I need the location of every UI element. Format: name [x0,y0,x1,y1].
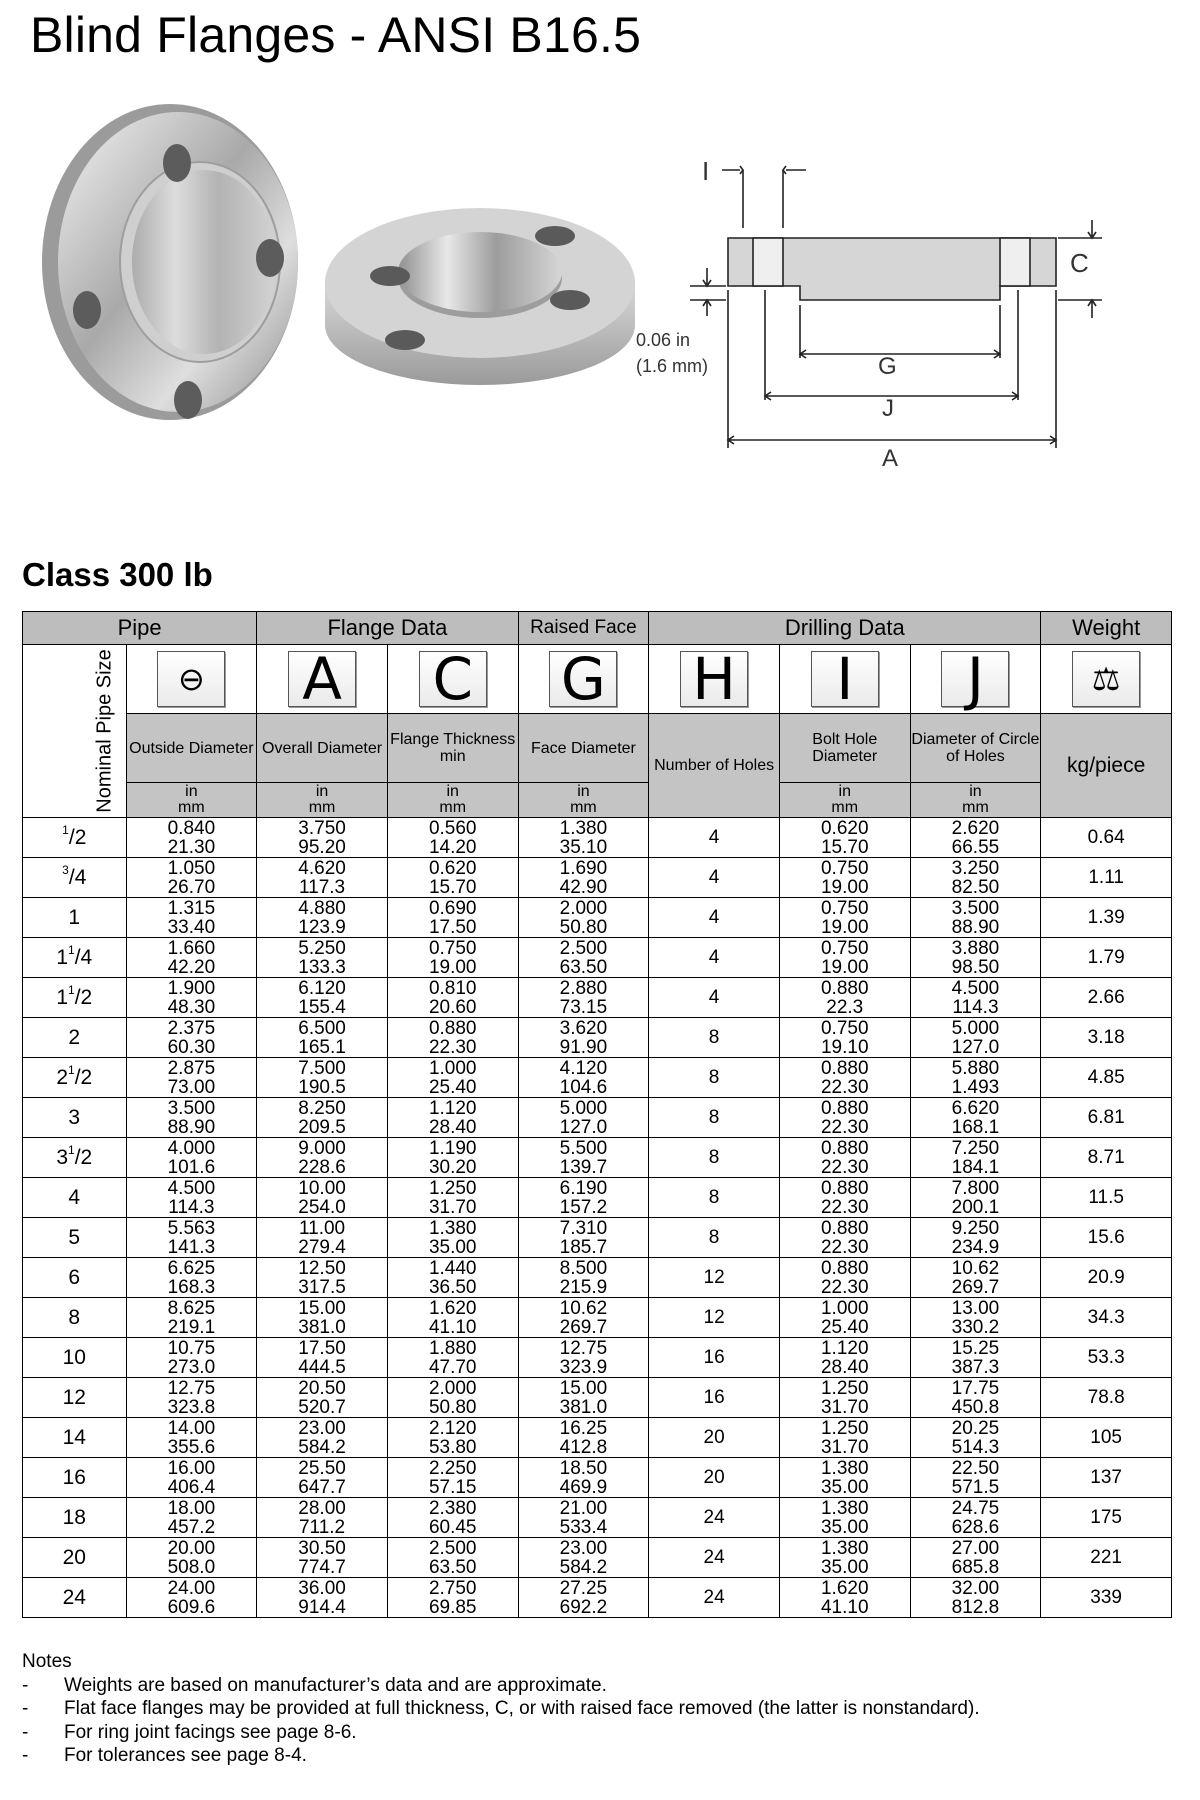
unit-j: in mm [910,783,1041,818]
od-cell: 16.00 406.4 [126,1458,257,1498]
class-title: Class 300 lb [22,556,213,593]
c-cell: 1.250 31.70 [387,1178,518,1218]
notes-list [22,1674,980,1768]
j-cell: 7.800 200.1 [910,1178,1041,1218]
od-cell: 2.875 73.00 [126,1058,257,1098]
table-row [23,1178,1172,1218]
a-cell: 30.50 774.7 [257,1538,388,1578]
j-cell: 5.000 127.0 [910,1018,1041,1058]
sub-face-diameter: Face Diameter [518,714,649,783]
j-cell: 6.620 168.1 [910,1098,1041,1138]
flange-section-diagram [690,166,1102,448]
g-cell: 5.000 127.0 [518,1098,649,1138]
weight-cell: 20.9 [1041,1258,1172,1298]
i-cell: 1.120 28.40 [779,1338,910,1378]
table-row [23,1218,1172,1258]
g-cell: 6.190 157.2 [518,1178,649,1218]
g-cell: 21.00 533.4 [518,1498,649,1538]
j-cell: 3.880 98.50 [910,938,1041,978]
j-cell: 10.62 269.7 [910,1258,1041,1298]
table-row [23,1378,1172,1418]
weight-cell: 34.3 [1041,1298,1172,1338]
a-cell: 9.000 228.6 [257,1138,388,1178]
group-flange-data: Flange Data [257,612,518,645]
nps-cell: 10 [23,1338,127,1378]
od-cell: 4.500 114.3 [126,1178,257,1218]
od-cell: 1.660 42.20 [126,938,257,978]
h-cell: 16 [649,1338,780,1378]
c-cell: 1.000 25.40 [387,1058,518,1098]
offset-label-in: 0.06 in [636,330,691,350]
g-cell: 10.62 269.7 [518,1298,649,1338]
i-cell: 0.880 22.3 [779,978,910,1018]
table-row [23,1498,1172,1538]
c-cell: 0.750 19.00 [387,938,518,978]
nps-cell: 3 [23,1098,127,1138]
a-cell: 3.750 95.20 [257,818,388,858]
unit-a: in mm [257,783,388,818]
a-cell: 5.250 133.3 [257,938,388,978]
c-cell: 2.120 53.80 [387,1418,518,1458]
c-cell: 1.620 41.10 [387,1298,518,1338]
unit-od: in mm [126,783,257,818]
i-cell: 1.250 31.70 [779,1378,910,1418]
od-cell: 1.315 33.40 [126,898,257,938]
i-cell: 1.620 41.10 [779,1578,910,1618]
j-cell: 32.00 812.8 [910,1578,1041,1618]
a-cell: 4.620 117.3 [257,858,388,898]
od-cell: 2.375 60.30 [126,1018,257,1058]
c-cell: 0.620 15.70 [387,858,518,898]
od-cell: 20.00 508.0 [126,1538,257,1578]
table-row [23,1298,1172,1338]
i-cell: 0.880 22.30 [779,1058,910,1098]
flange-figures [0,110,1200,472]
a-cell: 10.00 254.0 [257,1178,388,1218]
a-cell: 28.00 711.2 [257,1498,388,1538]
j-cell: 22.50 571.5 [910,1458,1041,1498]
table-row [23,1138,1172,1178]
table-row [23,1098,1172,1138]
i-cell: 1.380 35.00 [779,1498,910,1538]
od-cell: 18.00 457.2 [126,1498,257,1538]
j-cell: 5.880 1.493 [910,1058,1041,1098]
group-drilling-data: Drilling Data [649,612,1041,645]
a-cell: 23.00 584.2 [257,1418,388,1458]
nps-cell: 12 [23,1378,127,1418]
sub-flange-thickness: Flange Thickness min [387,714,518,783]
flange-table [22,611,1172,1618]
weight-cell: 0.64 [1041,818,1172,858]
weight-cell: 1.39 [1041,898,1172,938]
c-cell: 2.250 57.15 [387,1458,518,1498]
h-cell: 24 [649,1578,780,1618]
od-cell: 10.75 273.0 [126,1338,257,1378]
c-cell: 1.380 35.00 [387,1218,518,1258]
j-cell: 13.00 330.2 [910,1298,1041,1338]
g-cell: 8.500 215.9 [518,1258,649,1298]
od-cell: 6.625 168.3 [126,1258,257,1298]
od-cell: 0.840 21.30 [126,818,257,858]
table-row [23,898,1172,938]
nps-cell: 14 [23,1418,127,1458]
weight-cell: 3.18 [1041,1018,1172,1058]
weight-cell: 339 [1041,1578,1172,1618]
g-cell: 1.380 35.10 [518,818,649,858]
g-cell: 27.25 692.2 [518,1578,649,1618]
group-weight: Weight [1041,612,1172,645]
a-cell: 11.00 279.4 [257,1218,388,1258]
weight-cell: 221 [1041,1538,1172,1578]
j-cell: 15.25 387.3 [910,1338,1041,1378]
weight-cell: 1.79 [1041,938,1172,978]
i-cell: 1.250 31.70 [779,1418,910,1458]
i-cell: 0.750 19.10 [779,1018,910,1058]
g-cell: 12.75 323.9 [518,1338,649,1378]
i-cell: 0.880 22.30 [779,1098,910,1138]
i-cell: 1.000 25.40 [779,1298,910,1338]
unit-i: in mm [779,783,910,818]
nps-header: Nominal Pipe Size [23,645,127,818]
nps-cell: 16 [23,1458,127,1498]
weight-cell: 2.66 [1041,978,1172,1018]
c-cell: 2.380 60.45 [387,1498,518,1538]
nps-cell: $^1$/2 [23,818,127,858]
od-cell: 8.625 219.1 [126,1298,257,1338]
i-cell: 0.880 22.30 [779,1178,910,1218]
od-cell: 24.00 609.6 [126,1578,257,1618]
nps-cell: 6 [23,1258,127,1298]
letter-i-icon: I [779,645,910,714]
note-item: - Flat face flanges may be provided at full thickness, C, or with raised face removed (the latter is nonstandard). [22,1698,980,1719]
letter-h-icon: H [649,645,780,714]
a-cell: 6.120 155.4 [257,978,388,1018]
nps-cell: 1 [23,898,127,938]
i-cell: 0.750 19.00 [779,898,910,938]
dim-label-c: C [1070,248,1089,278]
i-cell: 0.880 22.30 [779,1258,910,1298]
c-cell: 2.750 69.85 [387,1578,518,1618]
h-cell: 4 [649,818,780,858]
weight-cell: 6.81 [1041,1098,1172,1138]
a-cell: 12.50 317.5 [257,1258,388,1298]
weight-cell: 15.6 [1041,1218,1172,1258]
g-cell: 2.000 50.80 [518,898,649,938]
h-cell: 12 [649,1298,780,1338]
weight-cell: 53.3 [1041,1338,1172,1378]
notes-heading: Notes [22,1651,72,1672]
sub-bolt-hole-diameter: Bolt Hole Diameter [779,714,910,783]
a-cell: 8.250 209.5 [257,1098,388,1138]
dim-label-a: A [882,445,899,472]
g-cell: 2.500 63.50 [518,938,649,978]
h-cell: 8 [649,1018,780,1058]
sub-outside-diameter: Outside Diameter [126,714,257,783]
table-row [23,938,1172,978]
sub-number-of-holes: Number of Holes [649,714,780,818]
j-cell: 27.00 685.8 [910,1538,1041,1578]
h-cell: 8 [649,1178,780,1218]
g-cell: 2.880 73.15 [518,978,649,1018]
i-cell: 0.880 22.30 [779,1138,910,1178]
nps-cell: $1^1/4$ [23,938,127,978]
group-raised-face: Raised Face [518,612,649,645]
nps-cell: 5 [23,1218,127,1258]
table-row [23,858,1172,898]
scale-icon: ⚖ [1041,645,1172,714]
offset-label-mm: (1.6 mm) [636,356,708,376]
unit-c: in mm [387,783,518,818]
flange-photo-angled [42,104,298,420]
c-cell: 0.560 14.20 [387,818,518,858]
a-cell: 7.500 190.5 [257,1058,388,1098]
unit-g: in mm [518,783,649,818]
c-cell: 1.880 47.70 [387,1338,518,1378]
weight-cell: 1.11 [1041,858,1172,898]
j-cell: 20.25 514.3 [910,1418,1041,1458]
table-row [23,1578,1172,1618]
nps-cell: 2 [23,1018,127,1058]
dim-label-i: I [702,156,710,186]
h-cell: 20 [649,1458,780,1498]
letter-c-icon: C [387,645,518,714]
nps-cell: $^3$/4 [23,858,127,898]
od-cell: 5.563 141.3 [126,1218,257,1258]
j-cell: 2.620 66.55 [910,818,1041,858]
h-cell: 4 [649,978,780,1018]
h-cell: 4 [649,858,780,898]
nps-cell: 8 [23,1298,127,1338]
j-cell: 3.250 82.50 [910,858,1041,898]
sub-overall-diameter: Overall Diameter [257,714,388,783]
caliper-icon: ⊖ [126,645,257,714]
g-cell: 3.620 91.90 [518,1018,649,1058]
h-cell: 8 [649,1218,780,1258]
weight-cell: 4.85 [1041,1058,1172,1098]
letter-j-icon: J [910,645,1041,714]
h-cell: 4 [649,938,780,978]
note-item: - Weights are based on manufacturer’s data and are approximate. [22,1674,607,1696]
flange-photo-flat [325,208,635,385]
nps-cell: 4 [23,1178,127,1218]
i-cell: 0.880 22.30 [779,1218,910,1258]
sub-kg-piece: kg/piece [1041,714,1172,818]
nps-cell: $2^1/2$ [23,1058,127,1098]
a-cell: 36.00 914.4 [257,1578,388,1618]
dim-label-j: J [882,395,894,422]
i-cell: 0.750 19.00 [779,858,910,898]
od-cell: 14.00 355.6 [126,1418,257,1458]
i-cell: 0.620 15.70 [779,818,910,858]
a-cell: 17.50 444.5 [257,1338,388,1378]
weight-cell: 105 [1041,1418,1172,1458]
c-cell: 0.810 20.60 [387,978,518,1018]
g-cell: 16.25 412.8 [518,1418,649,1458]
h-cell: 8 [649,1138,780,1178]
h-cell: 24 [649,1538,780,1578]
a-cell: 4.880 123.9 [257,898,388,938]
h-cell: 20 [649,1418,780,1458]
table-row [23,1338,1172,1378]
table-row [23,1458,1172,1498]
g-cell: 18.50 469.9 [518,1458,649,1498]
c-cell: 1.440 36.50 [387,1258,518,1298]
weight-cell: 11.5 [1041,1178,1172,1218]
table-row [23,1018,1172,1058]
h-cell: 16 [649,1378,780,1418]
j-cell: 9.250 234.9 [910,1218,1041,1258]
h-cell: 8 [649,1058,780,1098]
page-title: Blind Flanges - ANSI B16.5 [30,7,642,63]
c-cell: 2.000 50.80 [387,1378,518,1418]
c-cell: 0.880 22.30 [387,1018,518,1058]
g-cell: 7.310 185.7 [518,1218,649,1258]
od-cell: 1.900 48.30 [126,978,257,1018]
a-cell: 25.50 647.7 [257,1458,388,1498]
g-cell: 4.120 104.6 [518,1058,649,1098]
table-row [23,1538,1172,1578]
j-cell: 4.500 114.3 [910,978,1041,1018]
table-row [23,1418,1172,1458]
h-cell: 4 [649,898,780,938]
g-cell: 1.690 42.90 [518,858,649,898]
c-cell: 0.690 17.50 [387,898,518,938]
od-cell: 3.500 88.90 [126,1098,257,1138]
letter-a-icon: A [257,645,388,714]
h-cell: 8 [649,1098,780,1138]
nps-cell: $3^1/2$ [23,1138,127,1178]
nps-cell: 24 [23,1578,127,1618]
od-cell: 4.000 101.6 [126,1138,257,1178]
table-row [23,978,1172,1018]
g-cell: 5.500 139.7 [518,1138,649,1178]
weight-cell: 175 [1041,1498,1172,1538]
c-cell: 1.190 30.20 [387,1138,518,1178]
note-item: - For ring joint facings see page 8-6. [22,1721,357,1743]
weight-cell: 8.71 [1041,1138,1172,1178]
weight-cell: 78.8 [1041,1378,1172,1418]
a-cell: 15.00 381.0 [257,1298,388,1338]
h-cell: 12 [649,1258,780,1298]
od-cell: 12.75 323.8 [126,1378,257,1418]
c-cell: 2.500 63.50 [387,1538,518,1578]
i-cell: 0.750 19.00 [779,938,910,978]
j-cell: 3.500 88.90 [910,898,1041,938]
nps-cell: 20 [23,1538,127,1578]
j-cell: 7.250 184.1 [910,1138,1041,1178]
g-cell: 23.00 584.2 [518,1538,649,1578]
dim-label-g: G [878,353,897,380]
g-cell: 15.00 381.0 [518,1378,649,1418]
i-cell: 1.380 35.00 [779,1538,910,1578]
j-cell: 17.75 450.8 [910,1378,1041,1418]
nps-cell: 18 [23,1498,127,1538]
od-cell: 1.050 26.70 [126,858,257,898]
table-row [23,1258,1172,1298]
sub-diameter-circle-holes: Diameter of Circle of Holes [910,714,1041,783]
table-body [23,818,1172,1618]
note-item: - For tolerances see page 8-4. [22,1745,307,1766]
weight-cell: 137 [1041,1458,1172,1498]
h-cell: 24 [649,1498,780,1538]
notes [22,1650,980,1768]
table-row [23,1058,1172,1098]
letter-g-icon: G [518,645,649,714]
c-cell: 1.120 28.40 [387,1098,518,1138]
a-cell: 6.500 165.1 [257,1018,388,1058]
group-pipe: Pipe [23,612,257,645]
nps-cell: $1^1/2$ [23,978,127,1018]
a-cell: 20.50 520.7 [257,1378,388,1418]
j-cell: 24.75 628.6 [910,1498,1041,1538]
table-row [23,818,1172,858]
i-cell: 1.380 35.00 [779,1458,910,1498]
